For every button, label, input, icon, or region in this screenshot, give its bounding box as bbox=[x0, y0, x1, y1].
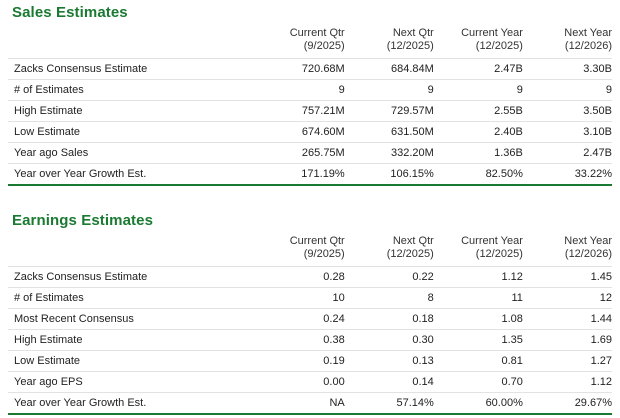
column-header-next-year: Next Year bbox=[564, 235, 612, 247]
row-value: 60.00% bbox=[434, 393, 523, 415]
row-label: High Estimate bbox=[8, 330, 256, 351]
row-value: 0.22 bbox=[345, 267, 434, 288]
row-value: 0.28 bbox=[256, 267, 345, 288]
table-row bbox=[8, 393, 612, 415]
row-value: 729.57M bbox=[345, 101, 434, 122]
row-value: 674.60M bbox=[256, 122, 345, 143]
row-value: 0.38 bbox=[256, 330, 345, 351]
row-value: 720.68M bbox=[256, 59, 345, 80]
column-header-current-year: Current Year bbox=[461, 235, 523, 247]
row-label: Year ago Sales bbox=[8, 143, 256, 164]
sales-estimates-head bbox=[8, 27, 612, 59]
row-value: 9 bbox=[523, 80, 612, 101]
row-value: 0.30 bbox=[345, 330, 434, 351]
header-spacer-2 bbox=[8, 248, 256, 267]
row-value: 684.84M bbox=[345, 59, 434, 80]
header-spacer bbox=[8, 27, 256, 40]
earnings-estimates-body bbox=[8, 267, 612, 415]
row-value: 33.22% bbox=[523, 164, 612, 186]
row-label: # of Estimates bbox=[8, 80, 256, 101]
row-value: 265.75M bbox=[256, 143, 345, 164]
row-value: 1.36B bbox=[434, 143, 523, 164]
column-subheader-current-year: (12/2025) bbox=[475, 248, 523, 260]
table-row bbox=[8, 330, 612, 351]
row-value: 12 bbox=[523, 288, 612, 309]
row-value: 1.45 bbox=[523, 267, 612, 288]
column-subheader-current-qtr: (9/2025) bbox=[303, 40, 345, 52]
row-value: 2.55B bbox=[434, 101, 523, 122]
row-label: Zacks Consensus Estimate bbox=[8, 267, 256, 288]
row-value: 757.21M bbox=[256, 101, 345, 122]
header-spacer-2 bbox=[8, 40, 256, 59]
column-subheader-next-year: (12/2026) bbox=[564, 248, 612, 260]
row-value: 332.20M bbox=[345, 143, 434, 164]
earnings-estimates-table bbox=[8, 235, 612, 415]
row-value: 9 bbox=[256, 80, 345, 101]
row-value: 3.30B bbox=[523, 59, 612, 80]
row-value: 2.40B bbox=[434, 122, 523, 143]
row-value: 11 bbox=[434, 288, 523, 309]
table-row bbox=[8, 309, 612, 330]
row-label: Low Estimate bbox=[8, 351, 256, 372]
column-header-next-qtr: Next Qtr bbox=[392, 235, 434, 247]
row-value: 3.50B bbox=[523, 101, 612, 122]
sales-estimates-title: Sales Estimates bbox=[12, 4, 128, 21]
column-header-current-year: Current Year bbox=[461, 27, 523, 39]
row-value: 10 bbox=[256, 288, 345, 309]
row-label: Low Estimate bbox=[8, 122, 256, 143]
table-row bbox=[8, 351, 612, 372]
table-row bbox=[8, 372, 612, 393]
table-header-row-bottom bbox=[8, 248, 612, 267]
column-header-current-qtr: Current Qtr bbox=[289, 27, 345, 39]
table-row bbox=[8, 122, 612, 143]
row-value: 2.47B bbox=[523, 143, 612, 164]
row-label: # of Estimates bbox=[8, 288, 256, 309]
row-value: 9 bbox=[345, 80, 434, 101]
row-value: 0.13 bbox=[345, 351, 434, 372]
earnings-estimates-section bbox=[8, 208, 612, 415]
row-value: 1.27 bbox=[523, 351, 612, 372]
column-subheader-next-year: (12/2026) bbox=[564, 40, 612, 52]
column-header-current-qtr: Current Qtr bbox=[289, 235, 345, 247]
row-value: 8 bbox=[345, 288, 434, 309]
row-label: Most Recent Consensus bbox=[8, 309, 256, 330]
column-subheader-next-qtr: (12/2025) bbox=[386, 40, 434, 52]
table-header-row-bottom bbox=[8, 40, 612, 59]
row-value: 1.35 bbox=[434, 330, 523, 351]
table-row bbox=[8, 267, 612, 288]
table-header-row-top bbox=[8, 27, 612, 40]
row-value: 0.14 bbox=[345, 372, 434, 393]
column-subheader-current-qtr: (9/2025) bbox=[303, 248, 345, 260]
table-row bbox=[8, 101, 612, 122]
row-label: Year ago EPS bbox=[8, 372, 256, 393]
table-row bbox=[8, 288, 612, 309]
row-value: 82.50% bbox=[434, 164, 523, 186]
column-subheader-next-qtr: (12/2025) bbox=[386, 248, 434, 260]
row-value: 0.24 bbox=[256, 309, 345, 330]
table-row bbox=[8, 59, 612, 80]
column-subheader-current-year: (12/2025) bbox=[475, 40, 523, 52]
row-value: 29.67% bbox=[523, 393, 612, 415]
earnings-estimates-title: Earnings Estimates bbox=[12, 212, 154, 229]
row-value: 0.18 bbox=[345, 309, 434, 330]
sales-estimates-body bbox=[8, 59, 612, 186]
row-value: 0.00 bbox=[256, 372, 345, 393]
row-value: 171.19% bbox=[256, 164, 345, 186]
row-value: 1.08 bbox=[434, 309, 523, 330]
row-label: High Estimate bbox=[8, 101, 256, 122]
row-value: 0.19 bbox=[256, 351, 345, 372]
row-value: 1.12 bbox=[434, 267, 523, 288]
row-value: 9 bbox=[434, 80, 523, 101]
row-value: 1.12 bbox=[523, 372, 612, 393]
row-value: 106.15% bbox=[345, 164, 434, 186]
row-value: 0.81 bbox=[434, 351, 523, 372]
row-value: 0.70 bbox=[434, 372, 523, 393]
row-label: Year over Year Growth Est. bbox=[8, 164, 256, 186]
column-header-next-qtr: Next Qtr bbox=[392, 27, 434, 39]
earnings-estimates-head bbox=[8, 235, 612, 267]
row-value: 1.69 bbox=[523, 330, 612, 351]
table-row bbox=[8, 80, 612, 101]
header-spacer bbox=[8, 235, 256, 248]
row-value: 57.14% bbox=[345, 393, 434, 415]
sales-estimates-table bbox=[8, 27, 612, 186]
sales-estimates-section bbox=[8, 0, 612, 186]
row-label: Year over Year Growth Est. bbox=[8, 393, 256, 415]
table-row bbox=[8, 143, 612, 164]
row-value: 3.10B bbox=[523, 122, 612, 143]
section-spacer bbox=[8, 186, 612, 208]
column-header-next-year: Next Year bbox=[564, 27, 612, 39]
table-row bbox=[8, 164, 612, 186]
row-value: 2.47B bbox=[434, 59, 523, 80]
row-value: NA bbox=[256, 393, 345, 415]
row-value: 631.50M bbox=[345, 122, 434, 143]
row-label: Zacks Consensus Estimate bbox=[8, 59, 256, 80]
table-header-row-top bbox=[8, 235, 612, 248]
row-value: 1.44 bbox=[523, 309, 612, 330]
